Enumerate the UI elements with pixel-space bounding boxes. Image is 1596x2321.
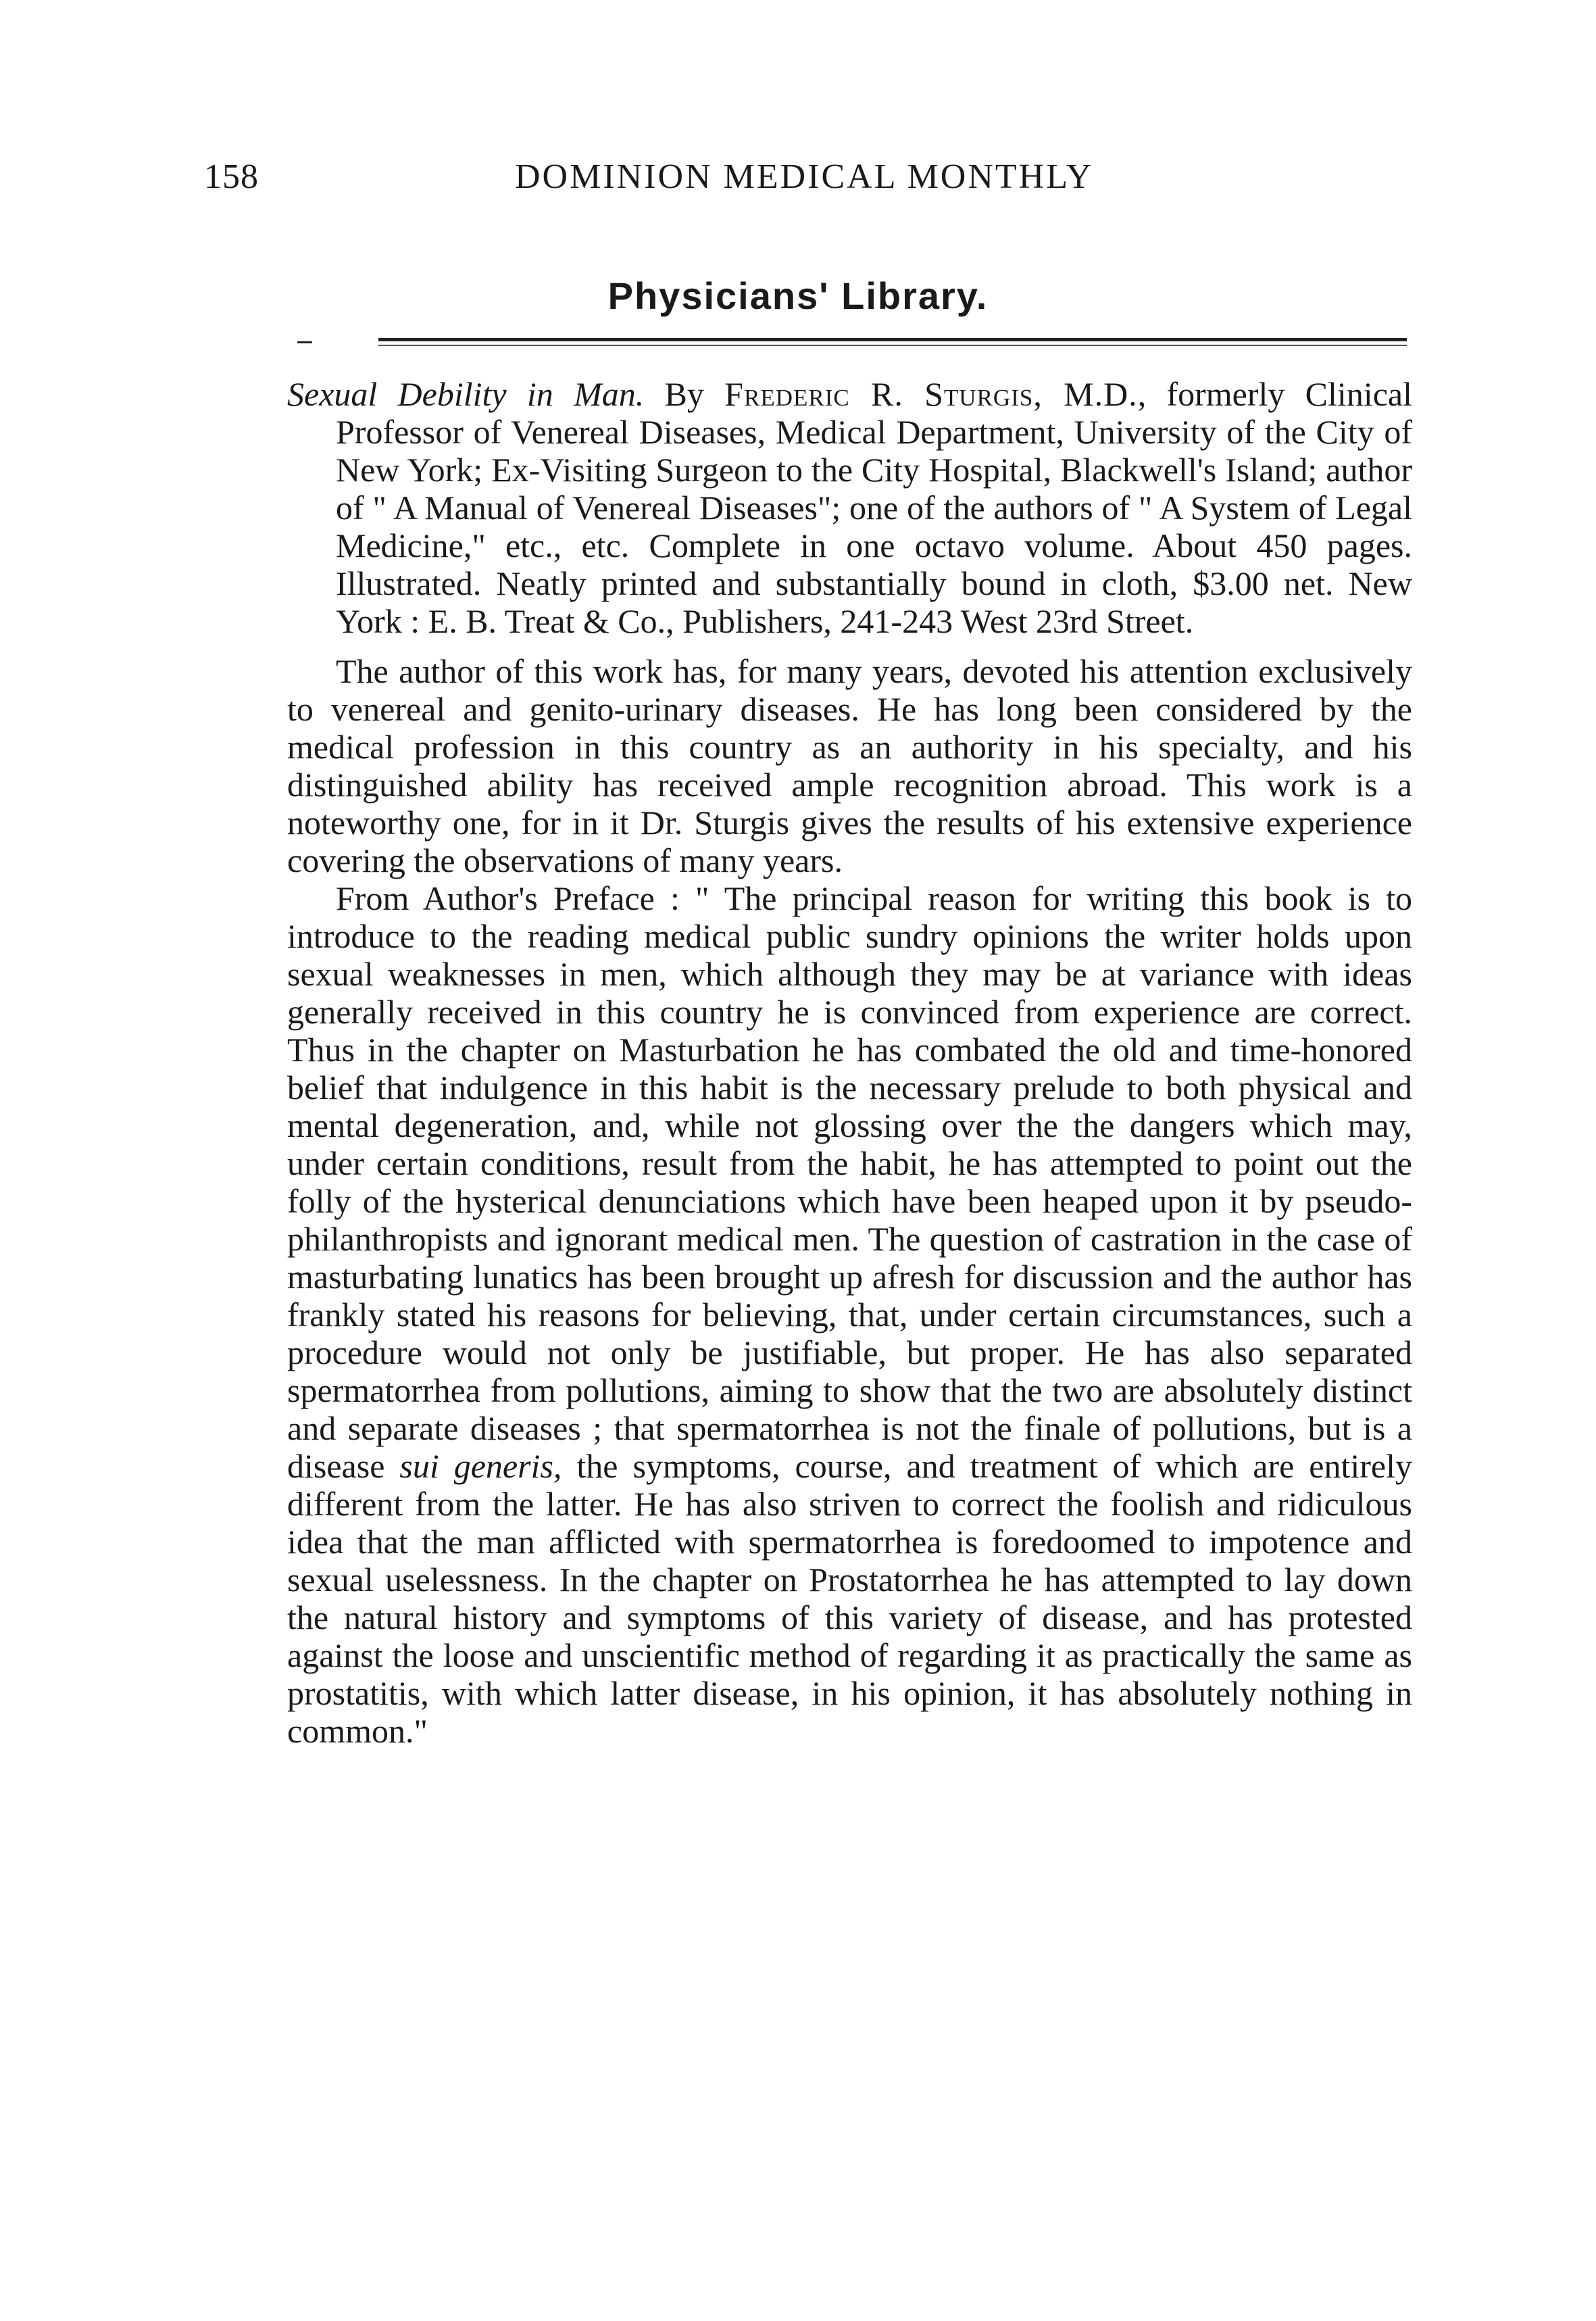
- review-paragraph-1: The author of this work has, for many years, devoted his attention exclusively to venereal and genito-urinary diseases. He has long been considered by the medical profession in this country as an authority in his specialty, and his distinguished ability has received ample recognition abroad. This work is a noteworthy one, for in it Dr. Sturgis gives the results of his extensive experience covering the observations of many years.: [287, 652, 1412, 879]
- book-review: [287, 375, 1412, 1750]
- book-author: Frederic R. Sturgis, M.D.: [724, 375, 1138, 413]
- book-title: Sexual Debility in Man.: [287, 375, 645, 413]
- section-title: Physicians' Library.: [607, 274, 989, 317]
- running-head: [204, 157, 1407, 204]
- citation-by: By: [644, 375, 725, 413]
- journal-title: DOMINION MEDICAL MONTHLY: [515, 157, 1094, 196]
- rule-dash: [297, 341, 312, 343]
- book-citation: [287, 375, 1412, 640]
- page-number: 158: [204, 157, 259, 196]
- section-rule: [378, 338, 1407, 341]
- section-rule-thin: [378, 345, 1407, 346]
- preface-text-before: From Author's Preface : " The principal reason for writing this book is to introduce to the reading medical public sundry opinions the writer holds upon sexual weaknesses in men, which although they may be at variance with ideas generally received in this country he is convinced from experience are correct. Thus in the chapter on Masturbation he has combated the old and time-honored belief that indulgence in this habit is the necessary prelude to both physical and mental degeneration, and, while not glossing over the the dangers which may, under certain conditions, result from the habit, he has attempted to point out the folly of the hysterical denunciations which have been heaped upon it by pseudo-philanthropists and ignorant medical men. The question of castration in the case of masturbating lunatics has been brought up afresh for discussion and the author has frankly stated his reasons for believing, that, under certain circumstances, such a procedure would not only be justifiable, but proper. He has also separated spermatorrhea from pollutions, aiming to show that the two are absolutely distinct and separate diseases ; that spermatorrhea is not the finale of pollutions, but is a disease: [287, 879, 1412, 1485]
- preface-text-after: the symptoms, course, and treatment of which are entirely different from the latter. He has also striven to correct the foolish and ridiculous idea that the man afflicted with spermatorrhea is foredoomed to impotence and sexual uselessness. In the chapter on Prostatorrhea he has attempted to lay down the natural history and symptoms of this variety of disease, and has protested against the loose and unscientific method of regarding it as practically the same as prostatitis, with which latter disease, in his opinion, it has absolutely nothing in common.": [287, 1447, 1412, 1750]
- review-paragraph-2: [287, 879, 1412, 1750]
- preface-foreign-term: sui generis,: [399, 1447, 562, 1485]
- citation-details: , formerly Clinical Professor of Venereal Diseases, Medical Department, University of the City of New York; Ex-Visiting Surgeon to the City Hospital, Blackwell's Island; author of " A Manual of Venereal Diseases"; one of the authors of " A System of Legal Medicine," etc., etc. Complete in one octavo volume. About 450 pages. Illustrated. Neatly printed and substantially bound in cloth, $3.00 net. New York : E. B. Treat & Co., Publishers, 241-243 West 23rd Street.: [336, 375, 1412, 640]
